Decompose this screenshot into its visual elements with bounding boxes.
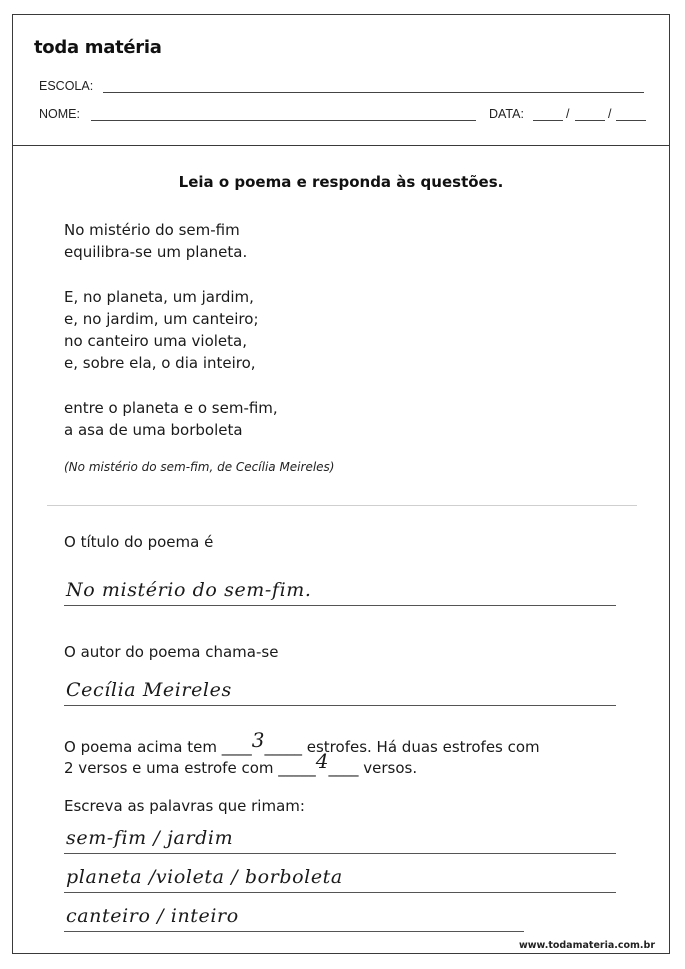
date-label: DATA: — [489, 107, 524, 121]
answer-line — [64, 931, 524, 932]
poem-verse: E, no planeta, um jardim, — [64, 288, 254, 306]
poem-stanza-3 — [64, 397, 278, 441]
worksheet — [12, 14, 670, 954]
instruction-title: Leia o poema e responda às questões. — [178, 173, 504, 191]
question-verses — [64, 749, 418, 778]
answer-rhyme-1: sem-fim / jardim — [66, 827, 234, 849]
name-label: NOME: — [39, 107, 80, 121]
question-text: 2 versos e uma estrofe com _____ — [64, 759, 316, 777]
date-separator: / — [608, 107, 612, 121]
question-author: O autor do poema chama-se — [64, 643, 279, 661]
poem-verse: no canteiro uma violeta, — [64, 332, 247, 350]
answer-author: Cecília Meireles — [66, 679, 232, 701]
date-year-line — [616, 120, 646, 121]
footer-url: www.todamateria.com.br — [518, 940, 655, 951]
answer-rhyme-2: planeta /violeta / borboleta — [66, 866, 343, 888]
answer-title: No mistério do sem-fim. — [66, 579, 312, 601]
poem-verse: e, sobre ela, o dia inteiro, — [64, 354, 256, 372]
date-month-line — [575, 120, 605, 121]
answer-stanza-count: 3 — [251, 728, 265, 752]
answer-line — [64, 892, 616, 893]
question-text: _____ estrofes. Há duas estrofes com — [264, 738, 540, 756]
question-rhymes: Escreva as palavras que rimam: — [64, 797, 305, 815]
poem-verse: entre o planeta e o sem-fim, — [64, 399, 278, 417]
school-line — [103, 92, 644, 93]
question-text: O poema acima tem ____ — [64, 738, 252, 756]
date-day-line — [533, 120, 563, 121]
poem-citation: (No mistério do sem-fim, de Cecília Meireles) — [64, 460, 335, 474]
section-divider — [47, 505, 637, 506]
brand-logo: toda matéria — [34, 37, 162, 58]
poem-verse: a asa de uma borboleta — [64, 421, 243, 439]
school-label: ESCOLA: — [39, 79, 94, 93]
answer-rhyme-3: canteiro / inteiro — [66, 905, 239, 927]
poem-stanza-2 — [64, 286, 259, 374]
answer-verse-count: 4 — [315, 749, 329, 773]
poem-verse: e, no jardim, um canteiro; — [64, 310, 259, 328]
question-title: O título do poema é — [64, 533, 214, 551]
date-separator: / — [566, 107, 570, 121]
question-text: ____ versos. — [328, 759, 418, 777]
answer-line — [64, 605, 616, 606]
worksheet-header — [13, 15, 669, 146]
name-line — [91, 120, 476, 121]
poem-verse: No mistério do sem-fim — [64, 221, 240, 239]
poem-verse: equilibra-se um planeta. — [64, 243, 248, 261]
poem-stanza-1 — [64, 219, 247, 263]
answer-line — [64, 853, 616, 854]
answer-line — [64, 705, 616, 706]
